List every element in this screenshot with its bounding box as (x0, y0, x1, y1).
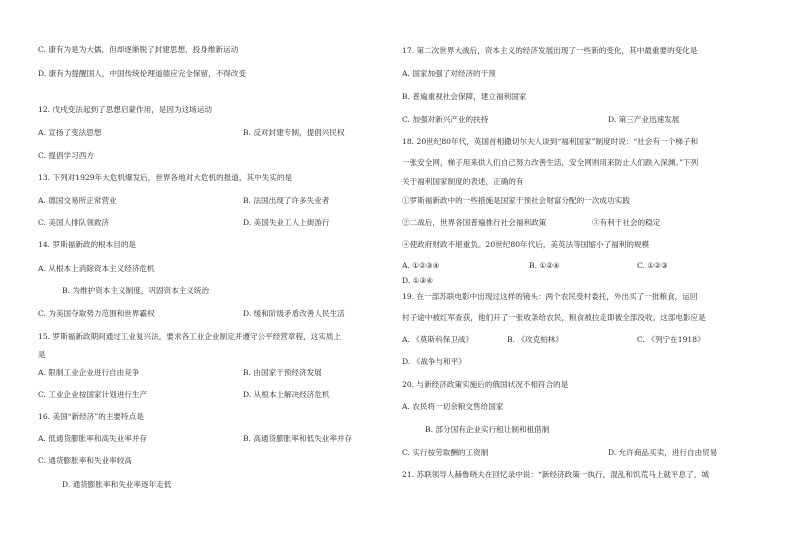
option-12c: C. 提倡学习西方 (38, 151, 94, 160)
option-15d: D. 从根本上解决经济危机 (243, 390, 330, 399)
option-12b: B. 反对封建专制，提倡兴民权 (243, 128, 345, 137)
statement-18-4: ④使政府财政不堪重负。20世纪80年代后，美英法等国缩小了福利的规模 (402, 240, 650, 249)
option-13b: B. 法国出现了许多失业者 (243, 196, 330, 205)
question-15-cont: 是 (38, 350, 46, 359)
option-20d: D. 允许商品买卖，进行自由贸易 (608, 448, 718, 457)
option-17b: B. 普遍重视社会保障，建立福利国家 (402, 92, 527, 101)
option-12a: A. 宣扬了变法思想 (38, 128, 102, 137)
option-19d: D. 《战争与和平》 (402, 357, 466, 366)
statement-18-3: ③有利于社会的稳定 (592, 218, 661, 227)
option-15a: A. 限制工业企业进行自由竞争 (38, 368, 140, 377)
option-16a: A. 低通货膨胀率和高失业率并存 (38, 434, 148, 443)
statement-18-1: ①罗斯福新政中的一些措施是国家干预社会财富分配的一次成功实践 (402, 196, 630, 205)
question-13: 13. 下列对1929年大危机爆发后，世界各地对大危机的报道，其中失实的是 (38, 173, 293, 182)
option-13d: D. 美国失业工人上街游行 (243, 218, 330, 227)
question-19: 19. 在一部苏联电影中出现过这样的镜头：两个农民受村委托，外出买了一批粮食，运回 (402, 292, 698, 301)
option-20a: A. 农民将一切余粮交售给国家 (402, 402, 504, 411)
question-18-cont-2: 关于福利国家制度的表述，正确的有 (402, 177, 524, 186)
option-13c: C. 美国人排队领救济 (38, 218, 110, 227)
option-18d: D. ①③④ (402, 276, 434, 285)
option-17c: C. 加强对新兴产业的扶持 (402, 115, 489, 124)
option-20c: C. 实行按劳取酬的工资制 (402, 448, 489, 457)
option-14c: C. 为美国夺取势力范围和世界霸权 (38, 309, 155, 318)
option-18c: C. ①②③ (637, 261, 668, 270)
option-13a: A. 德国交易所正常营业 (38, 196, 117, 205)
option-11c: C. 康有为是为大儒，但却逐渐脱了封建思想，投身维新运动 (38, 45, 239, 54)
option-20b: B. 部分国有企业实行租让制和租借制 (425, 425, 550, 434)
option-18a: A. ①②③④ (402, 261, 440, 270)
question-19-cont: 村子途中被红军查获，他们开了一张收条给农民，粮食被拉走即被全部没收。这部电影应是 (402, 313, 706, 322)
option-14a: A. 从根本上消除资本主义经济危机 (38, 264, 155, 273)
question-14: 14. 罗斯福新政的根本目的是 (38, 240, 137, 249)
option-18b: B. ①②④ (529, 261, 560, 270)
option-16b: B. 高通货膨胀率和低失业率并存 (243, 434, 353, 443)
option-17d: D. 第三产业迅速发展 (608, 115, 680, 124)
option-16c: C. 通货膨胀率和失业率较高 (38, 456, 132, 465)
option-19c: C. 《列宁在1918》 (637, 335, 705, 344)
question-16: 16. 美国“新经济”的主要特点是 (38, 412, 144, 421)
question-18: 18. 20世纪80年代，英国首相撒切尔夫人谈到“福利国家”制度时说：“社会有一个梯子和 (402, 137, 699, 146)
option-11d: D. 康有为提醒国人，中国传统伦理道德应完全保留，不得改变 (38, 69, 247, 78)
option-19b: B. 《攻克柏林》 (507, 335, 563, 344)
question-21: 21. 苏联领导人赫鲁晓夫在回忆录中说：“新经济政策一执行，混乱和饥荒马上就平息了，城 (402, 470, 709, 479)
question-18-cont-1: 一张安全网，梯子用来供人们自己努力改善生活，安全网则用来防止人们跌入深渊。”下列 (402, 158, 699, 167)
option-16d: D. 通货膨胀率和失业率逐年走低 (62, 480, 172, 489)
question-20: 20. 与新经济政策实施后的俄国状况不相符合的是 (402, 380, 569, 389)
question-15: 15. 罗斯福新政期间通过工业复兴法，要求各工业企业制定并遵守公平经营章程，这实质上 (38, 332, 342, 341)
option-14b: B. 为维护资本主义制度，巩固资本主义统治 (62, 286, 210, 295)
option-17a: A. 国家加强了对经济的干预 (402, 69, 496, 78)
option-15c: C. 工业企业按国家计划进行生产 (38, 390, 148, 399)
statement-18-2: ②二战后，世界各国普遍推行社会福利政策 (402, 218, 547, 227)
question-12: 12. 戊戌变法起到了思想启蒙作用，是因为这场运动 (38, 105, 212, 114)
question-17: 17. 第二次世界大战后，资本主义的经济发展出现了一些新的变化，其中最重要的变化是 (402, 46, 698, 55)
option-15b: B. 由国家干预经济发展 (243, 368, 322, 377)
option-14d: D. 缓和阶级矛盾改善人民生活 (243, 309, 345, 318)
option-19a: A. 《莫斯科保卫战》 (402, 335, 474, 344)
